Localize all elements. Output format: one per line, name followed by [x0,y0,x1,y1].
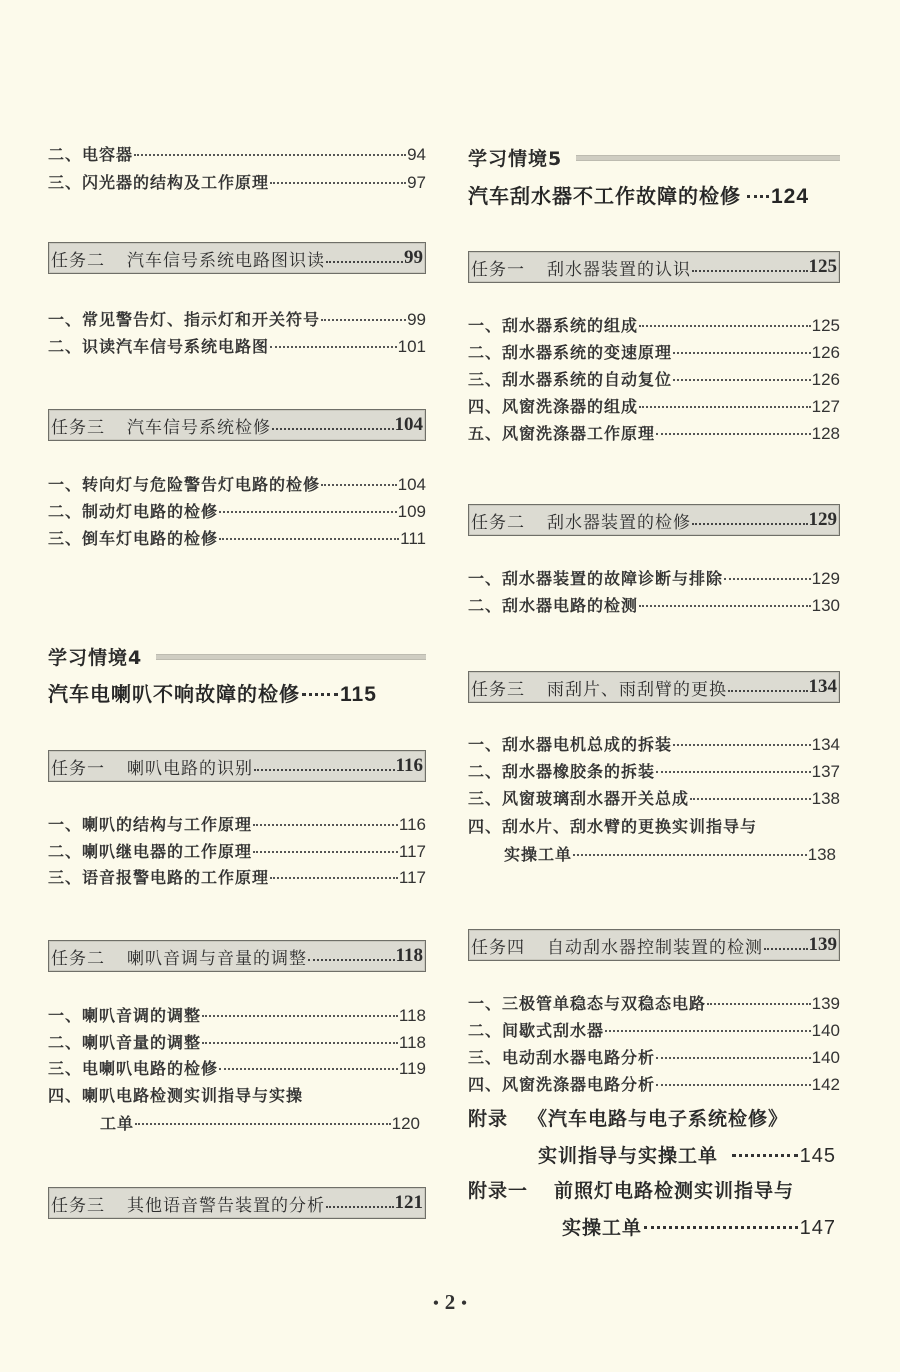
task-box[interactable] [48,1187,426,1219]
entry-label: 五、风窗洗涤器工作原理 [468,424,656,443]
task-page: 118 [395,945,423,966]
task-title: 刮水器装置的认识 [547,259,691,280]
leader-dots [270,346,397,348]
toc-entry[interactable] [48,842,426,862]
toc-entry[interactable] [48,529,426,549]
task-title: 刮水器装置的检修 [547,512,691,533]
leader-dots [308,959,395,961]
toc-entry[interactable] [48,173,426,193]
entry-label: 一、转向灯与危险警告灯电路的检修 [48,475,321,494]
section-title-entry[interactable] [48,678,426,707]
leader-dots [732,1154,798,1157]
toc-entry[interactable] [468,735,840,755]
leader-dots [326,261,403,263]
appendix-label: 附录 [468,1108,509,1130]
leader-dots [764,948,808,950]
entry-label: 四、风窗洗涤器电路分析 [468,1075,656,1094]
entry-page: 117 [398,842,426,861]
entry-page: 138 [811,789,840,808]
footer-dot-icon: • [461,1295,467,1313]
leader-dots [254,769,395,771]
task-page: 116 [395,755,423,776]
entry-label: 二、识读汽车信号系统电路图 [48,337,270,356]
entry-page: 99 [407,310,426,329]
leader-dots [326,1206,394,1208]
entry-label: 二、刮水器系统的变速原理 [468,343,673,362]
entry-page: 138 [807,845,836,864]
task-title: 汽车信号系统电路图识读 [127,250,325,271]
task-page: 99 [404,247,423,268]
task-title: 雨刮片、雨刮臂的更换 [547,679,727,700]
entry-page: 126 [811,370,840,389]
footer-dot-icon: • [433,1295,439,1313]
entry-page: 119 [398,1059,426,1078]
leader-dots [253,824,398,826]
toc-entry[interactable] [468,994,840,1014]
task-number: 任务三 [471,679,525,700]
task-number: 任务一 [51,758,105,779]
toc-entry-continuation[interactable] [468,845,836,865]
toc-entry[interactable] [468,596,840,616]
entry-page: 142 [811,1075,840,1094]
task-number: 任务一 [471,259,525,280]
leader-dots [272,428,394,430]
entry-label: 实操工单 [504,845,573,864]
leader-dots [724,578,811,580]
task-box[interactable] [48,940,426,972]
entry-page: 118 [398,1033,426,1052]
entry-label: 二、间歇式刮水器 [468,1021,605,1040]
leader-dots [202,1015,398,1017]
appendix-title: 《汽车电路与电子系统检修》 [528,1108,789,1130]
entry-label: 一、刮水器装置的故障诊断与排除 [468,569,724,588]
entry-label: 三、语音报警电路的工作原理 [48,868,270,887]
page-number: 2 [444,1290,456,1314]
leader-dots [656,1084,811,1086]
section-page: 115 [340,683,377,706]
leader-dots [134,154,406,156]
entry-page: 130 [811,596,840,615]
task-title: 自动刮水器控制装置的检测 [547,937,763,958]
entry-label: 三、倒车灯电路的检修 [48,529,219,548]
leader-dots [639,406,811,408]
leader-dots [202,1042,398,1044]
section-title-label: 汽车电喇叭不响故障的检修 [48,682,300,706]
entry-label: 工单 [100,1114,135,1133]
section-tag-label: 学习情境4 [48,647,143,669]
leader-dots [692,270,808,272]
entry-page: 94 [407,145,426,164]
toc-entry[interactable] [48,1006,426,1026]
toc-entry[interactable] [468,397,840,417]
entry-page: 104 [397,475,426,494]
section-rule [576,155,840,161]
page-footer [0,1290,900,1315]
entry-label: 二、喇叭继电器的工作原理 [48,842,253,861]
entry-label: 四、刮水片、刮水臂的更换实训指导与 [468,817,758,836]
section-rule [156,654,426,660]
leader-dots [219,538,399,540]
toc-entry[interactable] [48,1059,426,1079]
appendix-page: 147 [799,1217,836,1239]
appendix-page: 145 [799,1145,836,1167]
entry-label: 四、风窗洗涤器的组成 [468,397,639,416]
entry-page: 129 [811,569,840,588]
entry-page: 101 [397,337,426,356]
section-heading-tag [48,643,426,670]
toc-entry[interactable] [468,1048,840,1068]
entry-page: 137 [811,762,840,781]
entry-label: 三、刮水器系统的自动复位 [468,370,673,389]
leader-dots [707,1003,811,1005]
leader-dots [219,511,397,513]
appendix-title-cont: 实操工单 [562,1217,643,1239]
entry-page: 111 [400,529,426,548]
entry-page: 97 [407,173,426,192]
entry-label: 一、三极管单稳态与双稳态电路 [468,994,707,1013]
section-page: 124 [771,185,810,208]
task-box[interactable] [48,242,426,274]
appendix-title: 前照灯电路检测实训指导与 [554,1180,795,1202]
leader-dots [673,352,811,354]
leader-dots [302,693,338,696]
task-number: 任务二 [51,948,105,969]
entry-page: 140 [811,1021,840,1040]
toc-entry[interactable] [48,145,426,165]
toc-entry[interactable] [48,502,426,522]
leader-dots [321,484,397,486]
task-title: 其他语音警告装置的分析 [127,1195,325,1216]
toc-entry[interactable] [468,817,840,837]
entry-label: 一、喇叭的结构与工作原理 [48,815,253,834]
toc-entry[interactable] [48,475,426,495]
task-title: 喇叭音调与音量的调整 [127,948,307,969]
leader-dots [692,523,808,525]
leader-dots [573,854,807,856]
entry-label: 一、喇叭音调的调整 [48,1006,202,1025]
leader-dots [135,1123,391,1125]
entry-label: 三、风窗玻璃刮水器开关总成 [468,789,690,808]
task-page: 129 [808,509,837,530]
leader-dots [253,851,398,853]
leader-dots [605,1030,811,1032]
entry-page: 120 [391,1114,420,1133]
leader-dots [639,605,811,607]
leader-dots [219,1068,398,1070]
appendix-entry[interactable] [468,1176,840,1240]
toc-entry[interactable] [468,762,840,782]
leader-dots [728,690,808,692]
task-box[interactable] [48,409,426,441]
entry-label: 一、刮水器系统的组成 [468,316,639,335]
leader-dots [747,195,769,198]
toc-entry[interactable] [468,569,840,589]
toc-entry-continuation[interactable] [48,1114,420,1134]
toc-entry[interactable] [48,815,426,835]
leader-dots [656,771,811,773]
toc-entry[interactable] [468,1075,840,1095]
entry-label: 二、喇叭音量的调整 [48,1033,202,1052]
toc-entry[interactable] [48,337,426,357]
entry-label: 四、喇叭电路检测实训指导与实操 [48,1086,304,1105]
entry-page: 125 [811,316,840,335]
entry-label: 二、刮水器橡胶条的拆装 [468,762,656,781]
entry-page: 128 [811,424,840,443]
toc-entry[interactable] [48,310,426,330]
toc-entry[interactable] [468,424,840,444]
task-page: 125 [808,256,837,277]
entry-page: 140 [811,1048,840,1067]
entry-label: 二、制动灯电路的检修 [48,502,219,521]
task-title: 汽车信号系统检修 [127,417,271,438]
leader-dots [673,744,811,746]
entry-page: 127 [811,397,840,416]
entry-page: 134 [811,735,840,754]
appendix-label: 附录一 [468,1180,529,1202]
task-number: 任务四 [471,937,525,958]
entry-label: 三、电动刮水器电路分析 [468,1048,656,1067]
appendix-title-cont: 实训指导与实操工单 [538,1145,719,1167]
toc-entry[interactable] [48,868,426,888]
toc-entry[interactable] [468,343,840,363]
entry-page: 118 [398,1006,426,1025]
leader-dots [321,319,406,321]
leader-dots [270,877,398,879]
entry-page: 109 [397,502,426,521]
task-title: 喇叭电路的识别 [127,758,253,779]
task-number: 任务三 [51,417,105,438]
leader-dots [270,182,406,184]
task-number: 任务二 [471,512,525,533]
entry-label: 二、刮水器电路的检测 [468,596,639,615]
section-title-entry[interactable] [468,180,840,209]
toc-entry[interactable] [468,370,840,390]
entry-label: 三、闪光器的结构及工作原理 [48,173,270,192]
entry-page: 116 [398,815,426,834]
task-box[interactable] [468,671,840,703]
task-box[interactable] [468,251,840,283]
entry-label: 一、刮水器电机总成的拆装 [468,735,673,754]
leader-dots [639,325,811,327]
leader-dots [644,1226,798,1229]
appendix-entry[interactable] [468,1104,840,1168]
task-box[interactable] [468,504,840,536]
task-page: 139 [808,934,837,955]
entry-page: 126 [811,343,840,362]
task-page: 134 [808,676,837,697]
leader-dots [656,433,811,435]
toc-entry[interactable] [468,789,840,809]
entry-label: 三、电喇叭电路的检修 [48,1059,219,1078]
task-number: 任务二 [51,250,105,271]
section-heading-tag [468,144,840,171]
toc-entry[interactable] [48,1033,426,1053]
toc-entry[interactable] [468,316,840,336]
task-page: 104 [394,414,423,435]
task-number: 任务三 [51,1195,105,1216]
leader-dots [656,1057,811,1059]
entry-page: 139 [811,994,840,1013]
task-box[interactable] [48,750,426,782]
leader-dots [673,379,811,381]
entry-page: 117 [398,868,426,887]
section-tag-label: 学习情境5 [468,148,563,170]
leader-dots [690,798,811,800]
toc-entry[interactable] [48,1086,426,1106]
entry-label: 一、常见警告灯、指示灯和开关符号 [48,310,321,329]
section-title-label: 汽车刮水器不工作故障的检修 [468,184,741,208]
entry-label: 二、电容器 [48,145,134,164]
task-page: 121 [394,1192,423,1213]
task-box[interactable] [468,929,840,961]
toc-entry[interactable] [468,1021,840,1041]
